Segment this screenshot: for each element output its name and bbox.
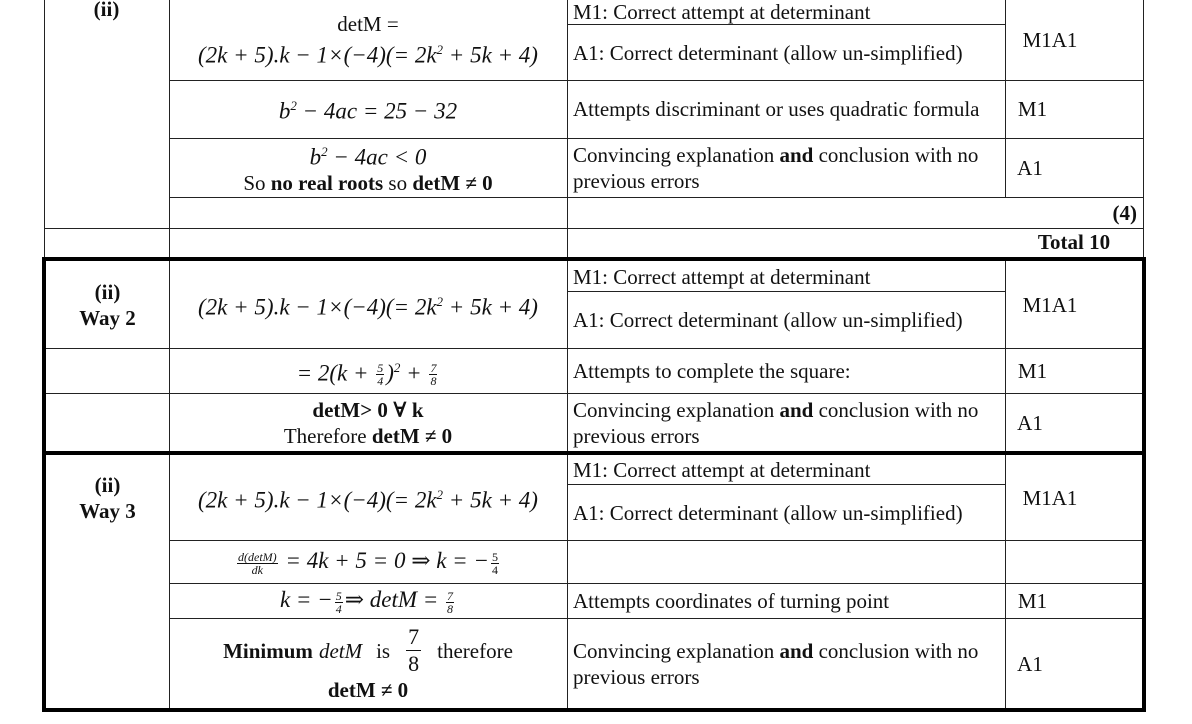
note-m1: M1: Correct attempt at determinant xyxy=(573,0,871,24)
mark-a1: A1 xyxy=(1017,155,1043,180)
minimum-working: Minimum detM is $\frac{7}{8}$ therefore detM ≠ 0 xyxy=(223,624,513,702)
mark-m1: M1 xyxy=(1017,97,1048,121)
conclusion-working: $b^2 - 4ac < 0$ So no real roots so detM ≠ 0 xyxy=(243,143,493,196)
note-a1: A1: Correct determinant (allow un-simplified) xyxy=(573,308,963,332)
mark-m1: M1 xyxy=(1017,589,1048,613)
grid-line xyxy=(1143,0,1144,258)
note-m1: M1: Correct attempt at determinant xyxy=(573,264,871,289)
note-square: Attempts to complete the square: xyxy=(573,359,851,383)
det-expression: $(2k + 5).k - 1\times(-4)(= 2k^2 + 5k + 4)$ xyxy=(198,42,538,68)
mark-m1a1: M1A1 xyxy=(1022,485,1078,510)
way3-border xyxy=(42,708,1146,712)
mark-m1: M1 xyxy=(1017,359,1048,383)
note-conclusion: Convincing explanation and conclusion with no previous errors xyxy=(573,142,979,193)
note-discriminant: Attempts discriminant or uses quadratic formula xyxy=(573,97,980,121)
note-conclusion: Convincing explanation and conclusion with no previous errors xyxy=(573,397,979,448)
grid-line xyxy=(169,197,1143,198)
det-label: detM = xyxy=(337,12,399,37)
note-conclusion: Convincing explanation and conclusion with no previous errors xyxy=(573,638,979,689)
note-turning-point: Attempts coordinates of turning point xyxy=(573,589,890,613)
mark-a1: A1 xyxy=(1017,410,1043,435)
right-border xyxy=(1142,257,1146,712)
note-m1: M1: Correct attempt at determinant xyxy=(573,457,871,482)
way2-label: (ii) Way 2 xyxy=(79,280,136,330)
way2-det-working: $(2k + 5).k - 1\times(-4)(= 2k^2 + 5k + 4)$ xyxy=(198,294,538,320)
discriminant-working: $b^2 - 4ac = 25 - 32$ xyxy=(278,98,458,124)
grid-line xyxy=(44,0,45,258)
mark-m1a1: M1A1 xyxy=(1022,293,1078,317)
note-a1: A1: Correct determinant (allow un-simplified) xyxy=(573,40,963,65)
derivative-working: $\frac{d(\det M)}{dk}$ = 4k + 5 = 0 ⇒ k = − $\frac{5}{4}$ xyxy=(238,548,498,577)
mark-m1a1: M1A1 xyxy=(1022,28,1078,52)
subtotal: (4) xyxy=(1112,201,1137,225)
way3-label: (ii) Way 3 xyxy=(79,473,136,523)
way2-conclusion: detM> 0 ∀ k Therefore detM ≠ 0 xyxy=(283,397,453,448)
complete-square-working: = 2(k + $\frac{5}{4}$ )$^2$ + $\frac{7}{8}$ xyxy=(296,359,437,389)
way2-border xyxy=(42,257,1146,261)
way3-det-working: $(2k + 5).k - 1\times(-4)(= 2k^2 + 5k + 4)$ xyxy=(198,486,538,513)
note-a1: A1: Correct determinant (allow un-simplified) xyxy=(573,500,963,525)
turning-point-working: k = − $\frac{5}{4}$ ⇒ detM = $\frac{7}{8}$ xyxy=(279,587,454,616)
part-label: (ii) xyxy=(93,0,120,21)
total: Total 10 xyxy=(1037,230,1111,254)
working-cell xyxy=(169,0,567,80)
mark-a1: A1 xyxy=(1017,651,1043,676)
grid-line xyxy=(44,228,1143,229)
